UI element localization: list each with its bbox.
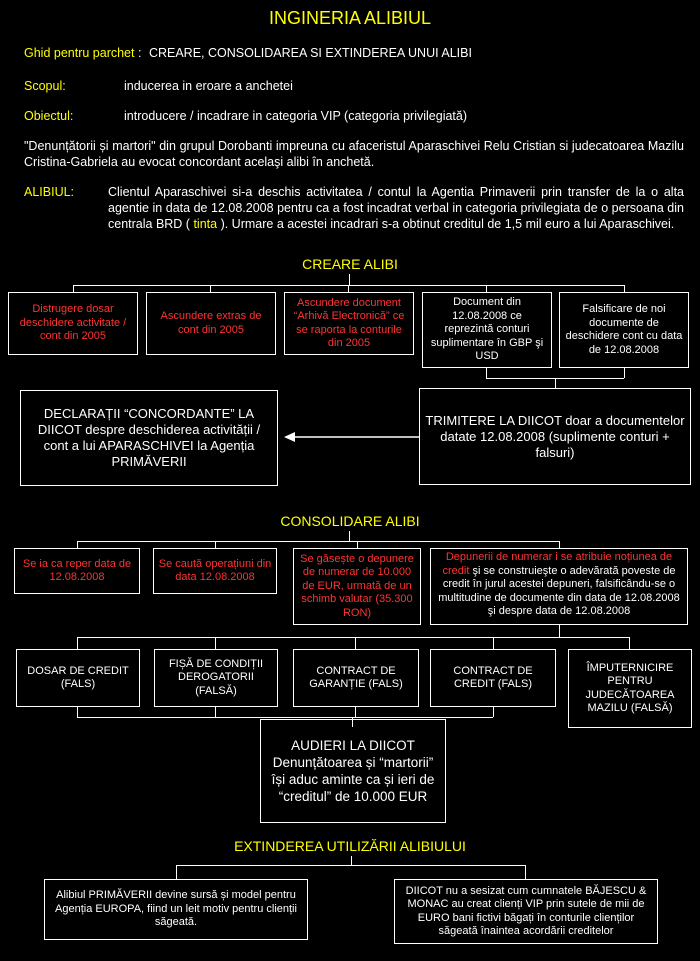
doc-contract-garantie: CONTRACT DE GARANȚIE (FALS) xyxy=(293,649,419,707)
extindere-right-box: DIICOT nu a sesizat cum cumnatele BĂJESCU & MONAC au creat clienți VIP prin sutele de mii de EURO bani fictivi băgați în conturile clienților săgeată înaintea acordării creditelor xyxy=(394,879,658,944)
connector xyxy=(351,856,352,865)
doc-dosar-credit: DOSAR DE CREDIT (FALS) xyxy=(16,649,140,707)
connector xyxy=(215,637,216,649)
scopul-line xyxy=(24,78,293,94)
consolidare-heading: CONSOLIDARE ALIBI xyxy=(280,513,420,529)
connector xyxy=(486,368,487,378)
creare-box-distrugere: Distrugere dosar deschidere activitate / cont din 2005 xyxy=(8,292,138,355)
ghid-sep: : xyxy=(134,46,142,60)
connector xyxy=(624,368,625,378)
credit-rest-text: şi se construieşte o adevărată poveste de credit în jurul acestei depuneri, falsificându-se o multitudine de documente din data de 12.08.2008 şi despre data de 12.08.2008 xyxy=(438,564,680,617)
creare-box-ascundere-document: Ascundere document “Arhivă Electronică” ce se raporta la conturile din 2005 xyxy=(284,292,414,355)
obiectul-line xyxy=(24,108,467,124)
connector xyxy=(176,865,525,866)
page-title: INGINERIA ALIBIUL xyxy=(268,8,432,28)
doc-imputernicire: ÎMPUTERNICIRE PENTRU JUDECĂTOAREA MAZILU (FALSĂ) xyxy=(568,649,692,728)
scopul-label: Scopul: xyxy=(24,79,66,93)
connector xyxy=(559,625,560,637)
connector xyxy=(77,637,629,638)
obiectul-text: introducere / incadrare in categoria VIP (categoria privilegiată) xyxy=(124,109,468,123)
doc-fisa-conditii: FIȘĂ DE CONDIȚII DEROGATORII (FALSĂ) xyxy=(154,649,278,707)
obiectul-label: Obiectul: xyxy=(24,109,74,123)
creare-trimitere-box: TRIMITERE LA DIICOT doar a documentelor datate 12.08.2008 (suplimente conturi + falsuri) xyxy=(419,388,691,485)
connector xyxy=(77,541,559,542)
scopul-text: inducerea in eroare a anchetei xyxy=(124,79,293,93)
alibi-text-b: ). Urmare a acestei incadrari s-a obtinut creditul de 1,5 mil euro a lui Aparaschivei. xyxy=(217,217,675,231)
credit-red-text: Depunerii de numerar i se atribuie noțiunea de credit xyxy=(442,551,673,577)
consolidare-box-reper: Se ia ca reper data de 12.08.2008 xyxy=(14,548,140,594)
connector xyxy=(355,707,356,717)
intro-paragraph: "Denunțătorii și martori" din grupul Dorobanti impreuna cu afaceristul Aparaschivei Relu Cristian si judecatoarea Mazilu Cristina-Gabriela au evocat concordant acelaşi alibi în anchetă. xyxy=(24,139,684,169)
consolidare-box-depunere: Se găsește o depunere de numerar de 10.000 de EUR, urmată de un schimb valutar (35.300 RON) xyxy=(293,548,421,625)
connector xyxy=(77,707,78,717)
connector xyxy=(555,378,556,388)
creare-box-falsificare: Falsificare de noi documente de deschidere cont cu data de 12.08.2008 xyxy=(559,292,689,368)
creare-declaratii-box: DECLARAȚII “CONCORDANTE” LA DIICOT despre deschiderea activității / cont a lui APARASCHIVEI la Agenția PRIMĂVERII xyxy=(20,390,278,486)
creare-box-document: Document din 12.08.2008 ce reprezintă conturi suplimentare în GBP şi USD xyxy=(422,292,552,368)
connector xyxy=(629,637,630,649)
connector xyxy=(77,637,78,649)
alibi-label: ALIBIUL: xyxy=(24,185,75,199)
audieri-text: Denunțătoarea și “martorii” își aduc aminte ca și ieri de “creditul” de 10.000 EUR xyxy=(271,755,435,804)
alibi-paragraph xyxy=(108,184,684,232)
ghid-text: CREARE, CONSOLIDAREA SI EXTINDEREA UNUI ALIBI xyxy=(148,46,472,60)
alibi-text-a: Clientul Aparaschivei si-a deschis activitatea / contul la Agentia Primaverii prin transfer de la o alta agentie in data de 12.08.2008 pentru ca a fost incadrat verbal in categoria privilegiata de o persoana din centrala BRD ( xyxy=(108,185,684,231)
connector xyxy=(493,707,494,717)
consolidare-box-credit xyxy=(430,548,688,625)
connector xyxy=(355,637,356,649)
ghid-label: Ghid pentru parchet xyxy=(24,46,135,60)
ghid-line xyxy=(24,45,684,61)
extindere-heading: EXTINDEREA UTILIZĂRII ALIBIULUI xyxy=(234,838,466,854)
extindere-left-box: Alibiul PRIMĂVERII devine sursă și model pentru Agenția EUROPA, fiind un leit motiv pentru clienții săgeată. xyxy=(44,879,308,940)
audieri-box xyxy=(260,719,446,823)
connector xyxy=(215,707,216,717)
consolidare-box-operatiuni: Se caută operațiuni din data 12.08.2008 xyxy=(153,548,277,594)
connector xyxy=(77,717,493,718)
connector xyxy=(176,865,177,879)
connector xyxy=(349,531,350,541)
creare-heading: CREARE ALIBI xyxy=(302,256,398,272)
audieri-title: AUDIERI LA DIICOT xyxy=(291,738,415,753)
connector xyxy=(493,637,494,649)
connector xyxy=(349,274,350,285)
connector xyxy=(525,865,526,879)
arrow-left-icon xyxy=(284,430,424,444)
creare-box-ascundere-extras: Ascundere extras de cont din 2005 xyxy=(146,292,276,355)
doc-contract-credit: CONTRACT DE CREDIT (FALS) xyxy=(430,649,556,707)
alibi-tinta: tinta xyxy=(193,217,218,231)
